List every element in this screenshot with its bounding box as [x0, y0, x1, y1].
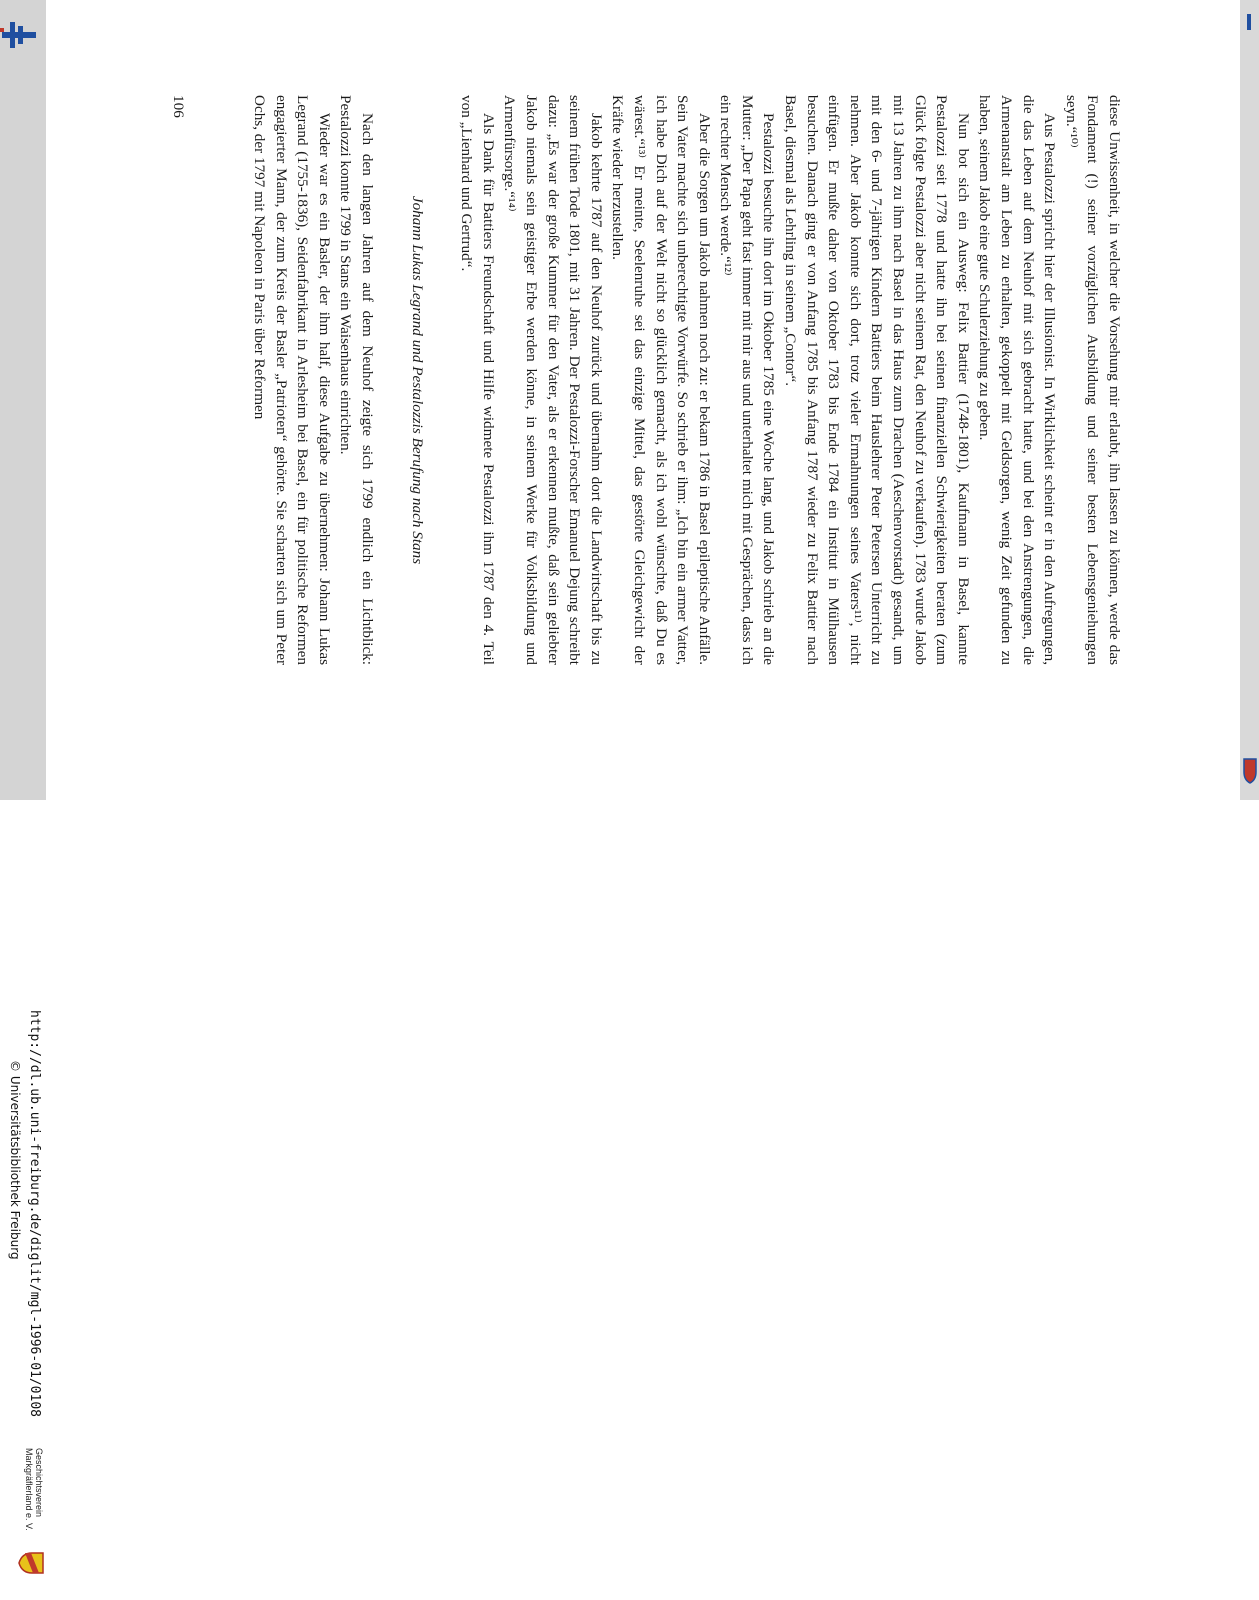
- section-heading: Johann Lukas Legrand und Pestalozzis Berufung nach Stans: [408, 195, 426, 565]
- body-text: [248, 95, 378, 665]
- paragraph: Nun bot sich ein Ausweg: Felix Battier (1748-1801), Kaufmann in Basel, kannte Pestalozzi seit 1778 und hatte ihn bei seinen finanziellen Schwierigkeiten beraten (zum Glück folgte Pestalozzi aber nicht seinem Rat, den Neuhof zu verkaufen). 1783 wurde Jakob mit 13 Jahren zu ihm nach Basel in das Haus zum Drachen (Aeschenvorstadt) gesandt, um mit den 6- und 7-jährigen Kindern Battiers beim Hauslehrer Peter Petersen Unterricht zu nehmen. Aber Jakob konnte sich dort, trotz vieler Ermahnungen seines Vaters¹¹⁾, nicht einfügen. Er mußte daher von Oktober 1783 bis Ende 1784 ein Institut in Mülhausen besuchen. Danach ging er von Anfang 1785 bis Anfang 1787 wieder zu Felix Battier nach Basel, diesmal als Lehrling in seinem „Contor“.: [782, 95, 972, 665]
- viewer-icon: [1244, 14, 1254, 30]
- page-number: 106: [170, 95, 187, 118]
- copyright-notice: © Universitätsbibliothek Freiburg: [8, 1060, 22, 1260]
- paragraph: Jakob kehrte 1787 auf den Neuhof zurück und übernahm dort die Landwirtschaft bis zu seinem frühen Tode 1801, mit 31 Jahren. Der Pestalozzi-Forscher Emanuel Dejung schreibt dazu: „Es war der große Kummer für den Vater, als er erkennen mußte, daß sein geliebter Jakob niemals sein geistiger Erbe werden könne, in seinem Werke für Volksbildung und Armenfürsorge.“¹⁴⁾: [501, 95, 605, 665]
- paragraph: Aber die Sorgen um Jakob nahmen noch zu: er bekam 1786 in Basel epileptische Anfälle. Sein Vater machte sich unberechtigte Vorwürfe. So schrieb er ihm: „Ich bin ein armer Vatter, ich habe Dich auf der Welt nicht so glücklich gemacht, als ich wohl wünschte, daß Du es wärest.“¹³⁾ Er meinte, Seelenruhe sei das einzige Mittel, das gestörte Gleichgewicht der Kräfte wieder herzustellen.: [609, 95, 713, 665]
- coat-of-arms-icon: [18, 1552, 44, 1574]
- permalink-url[interactable]: http://dl.ub.uni-freiburg.de/diglit/mgl-1996-01/0108: [27, 1010, 42, 1417]
- viewer-left-sidebar: [0, 0, 46, 1531]
- viewer-footer: [8, 800, 46, 1600]
- paragraph: Aus Pestalozzi spricht hier der Illusionist. In Wirklichkeit scheint er in den Aufregungen, die das Leben auf dem Neuhof mit sich gebracht hatte, und bei den Anstrengungen, die Armenanstalt am Leben zu erhalten, gekoppelt mit Geldsorgen, wenig Zeit gefunden zu haben, seinem Jakob eine gute Schulerziehung zu geben.: [976, 95, 1059, 665]
- document-page: [160, 95, 1125, 665]
- paragraph: Wieder war es ein Basler, der ihm half, diese Aufgabe zu übernehmen: Johann Lukas Legrand (1755-1836), Seidenfabrikant in Arlesheim bei Basel, ein für politische Reformen engagierter Mann, der zum Kreis der Basler „Patrioten“ gehörte. Sie scharten sich um Peter Ochs, der 1797 mit Napoleon in Paris über Reformen: [251, 95, 333, 665]
- coat-of-arms-icon: [1243, 758, 1257, 784]
- paragraph: diese Unwissenheit, in welcher die Vorsehung mir erlaubt, ihn lassen zu können, werde das Fondament (!) seiner vorzüglichen Ausbildung und seiner besten Lebensgeniehungen seyn.“¹⁰⁾: [1062, 95, 1123, 665]
- library-logo-icon: [0, 14, 40, 54]
- publisher-name: Geschichtsverein Markgräflerland e. V.: [24, 1448, 44, 1531]
- body-text: [456, 95, 1125, 665]
- paragraph: Pestalozzi besuchte ihn dort im Oktober 1785 eine Woche lang, und Jakob schrieb an die Mutter: „Der Papa geht fast immer mit mir aus und unterhaltet mich mit Gesprächen, dass ich ein rechter Mensch werde.“¹²⁾: [717, 95, 778, 665]
- viewer-right-sidebar: [1240, 0, 1259, 800]
- paragraph: Als Dank für Battiers Freundschaft und Hilfe widmete Pestalozzi ihm 1787 den 4. Teil von „Lienhard und Gertrud“.: [458, 95, 497, 665]
- paragraph: Nach den langen Jahren auf dem Neuhof zeigte sich 1799 endlich ein Lichtblick: Pestalozzi konnte 1799 in Stans ein Waisenhaus einrichten.: [337, 95, 376, 665]
